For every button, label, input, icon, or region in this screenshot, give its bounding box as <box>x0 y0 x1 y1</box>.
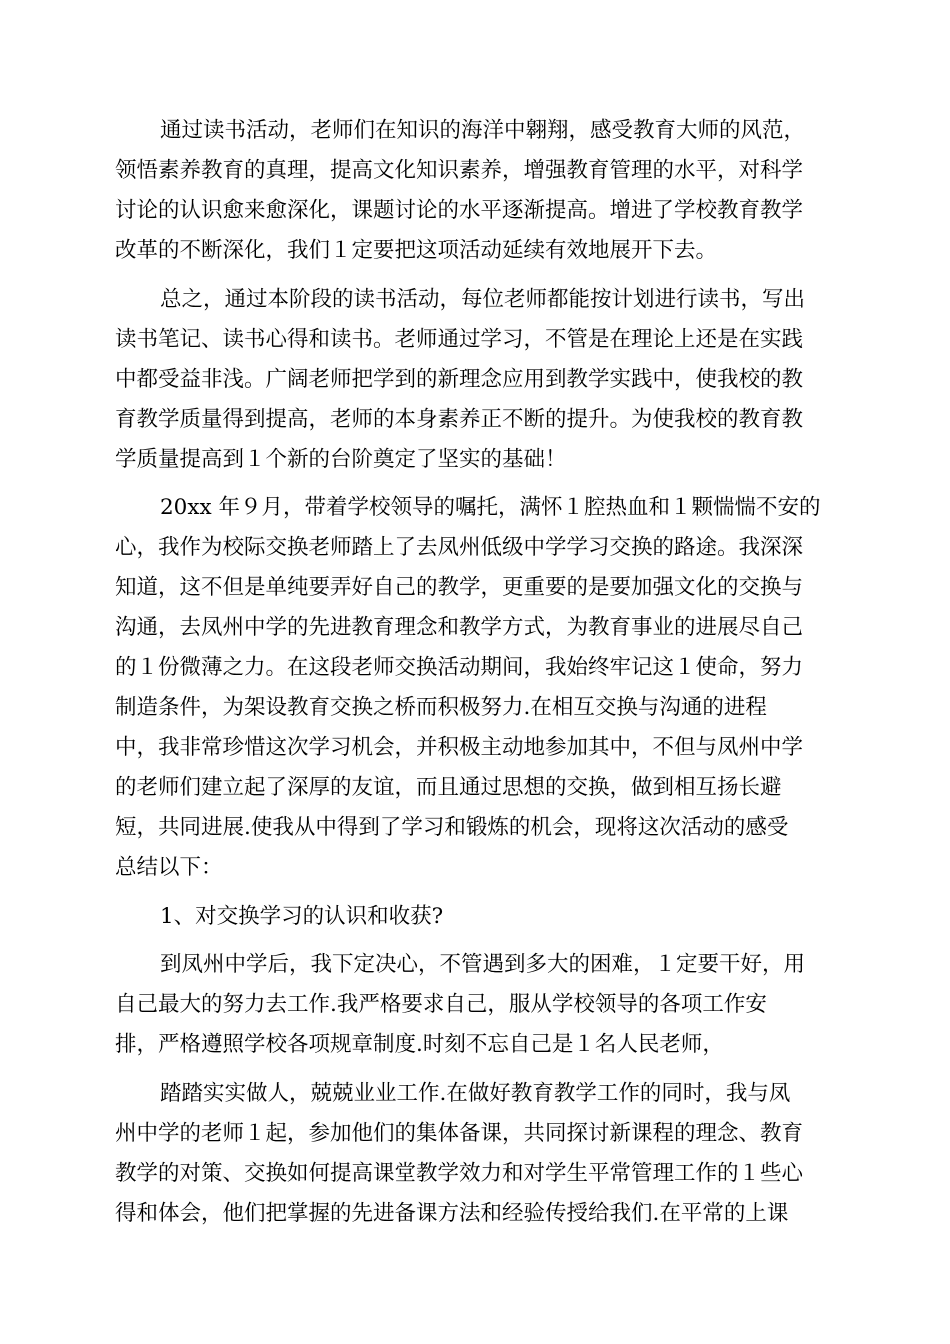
paragraph-3-line-4: 沟通，去凤州中学的先进教育理念和教学方式，为教育事业的进展尽自己 <box>115 615 804 640</box>
paragraph-2-line-5: 学质量提高到１个新的台阶奠定了坚实的基础！ <box>115 447 567 472</box>
paragraph-3-line-5: 的１份微薄之力。在这段老师交换活动期间，我始终牢记这１使命，努力 <box>115 655 804 680</box>
paragraph-3-line-6: 制造条件，为架设教育交换之桥而积极努力.在相互交换与沟通的进程 <box>115 695 767 720</box>
paragraph-5-line-2: 自己最大的努力去工作.我严格要求自己，服从学校领导的各项工作安 <box>115 992 767 1017</box>
paragraph-1-line-2: 领悟素养教育的真理，提高文化知识素养，增强教育管理的水平，对科学 <box>115 158 804 183</box>
paragraph-2-line-2: 读书笔记、读书心得和读书。老师通过学习，不管是在理论上还是在实践 <box>115 327 804 352</box>
paragraph-5-line-1: 到凤州中学后，我下定决心，不管遇到多大的困难，１定要干好，用 <box>160 952 806 977</box>
paragraph-5-line-3: 排，严格遵照学校各项规章制度.时刻不忘自己是１名人民老师， <box>115 1032 724 1057</box>
paragraph-3-line-8: 的老师们建立起了深厚的友谊，而且通过思想的交换，做到相互扬长避 <box>115 775 782 800</box>
paragraph-6-line-1: 踏踏实实做人，兢兢业业工作.在做好教育教学工作的同时，我与凤 <box>160 1081 791 1106</box>
paragraph-2-line-4: 育教学质量得到提高，老师的本身素养正不断的提升。为使我校的教育教 <box>115 407 804 432</box>
paragraph-3-line-3: 知道，这不但是单纯要弄好自己的教学，更重要的是要加强文化的交换与 <box>115 575 804 600</box>
paragraph-1-line-4: 改革的不断深化，我们１定要把这项活动延续有效地展开下去。 <box>115 238 718 263</box>
paragraph-6-line-4: 得和体会，他们把掌握的先进备课方法和经验传授给我们.在平常的上课 <box>115 1201 789 1226</box>
paragraph-2-line-1: 总之，通过本阶段的读书活动，每位老师都能按计划进行读书，写出 <box>160 287 806 312</box>
section-heading: 1、对交换学习的认识和收获? <box>160 904 444 929</box>
paragraph-6-line-2: 州中学的老师１起，参加他们的集体备课，共同探讨新课程的理念、教育 <box>115 1121 804 1146</box>
paragraph-1-line-1: 通过读书活动，老师们在知识的海洋中翱翔，感受教育大师的风范， <box>160 118 806 143</box>
paragraph-3-line-10: 总结以下： <box>115 855 223 880</box>
paragraph-3-line-9: 短，共同进展.使我从中得到了学习和锻炼的机会，现将这次活动的感受 <box>115 815 789 840</box>
paragraph-3-line-2: 心，我作为校际交换老师踏上了去凤州低级中学学习交换的路途。我深深 <box>115 535 804 560</box>
paragraph-3-line-1: 20xx 年９月，带着学校领导的嘱托，满怀１腔热血和１颗惴惴不安的 <box>160 495 821 520</box>
paragraph-1-line-3: 讨论的认识愈来愈深化，课题讨论的水平逐渐提高。增进了学校教育教学 <box>115 198 804 223</box>
paragraph-3-line-7: 中，我非常珍惜这次学习机会，并积极主动地参加其中，不但与凤州中学 <box>115 735 804 760</box>
paragraph-6-line-3: 教学的对策、交换如何提高课堂教学效力和对学生平常管理工作的１些心 <box>115 1161 804 1186</box>
paragraph-2-line-3: 中都受益非浅。广阔老师把学到的新理念应用到教学实践中，使我校的教 <box>115 367 804 392</box>
